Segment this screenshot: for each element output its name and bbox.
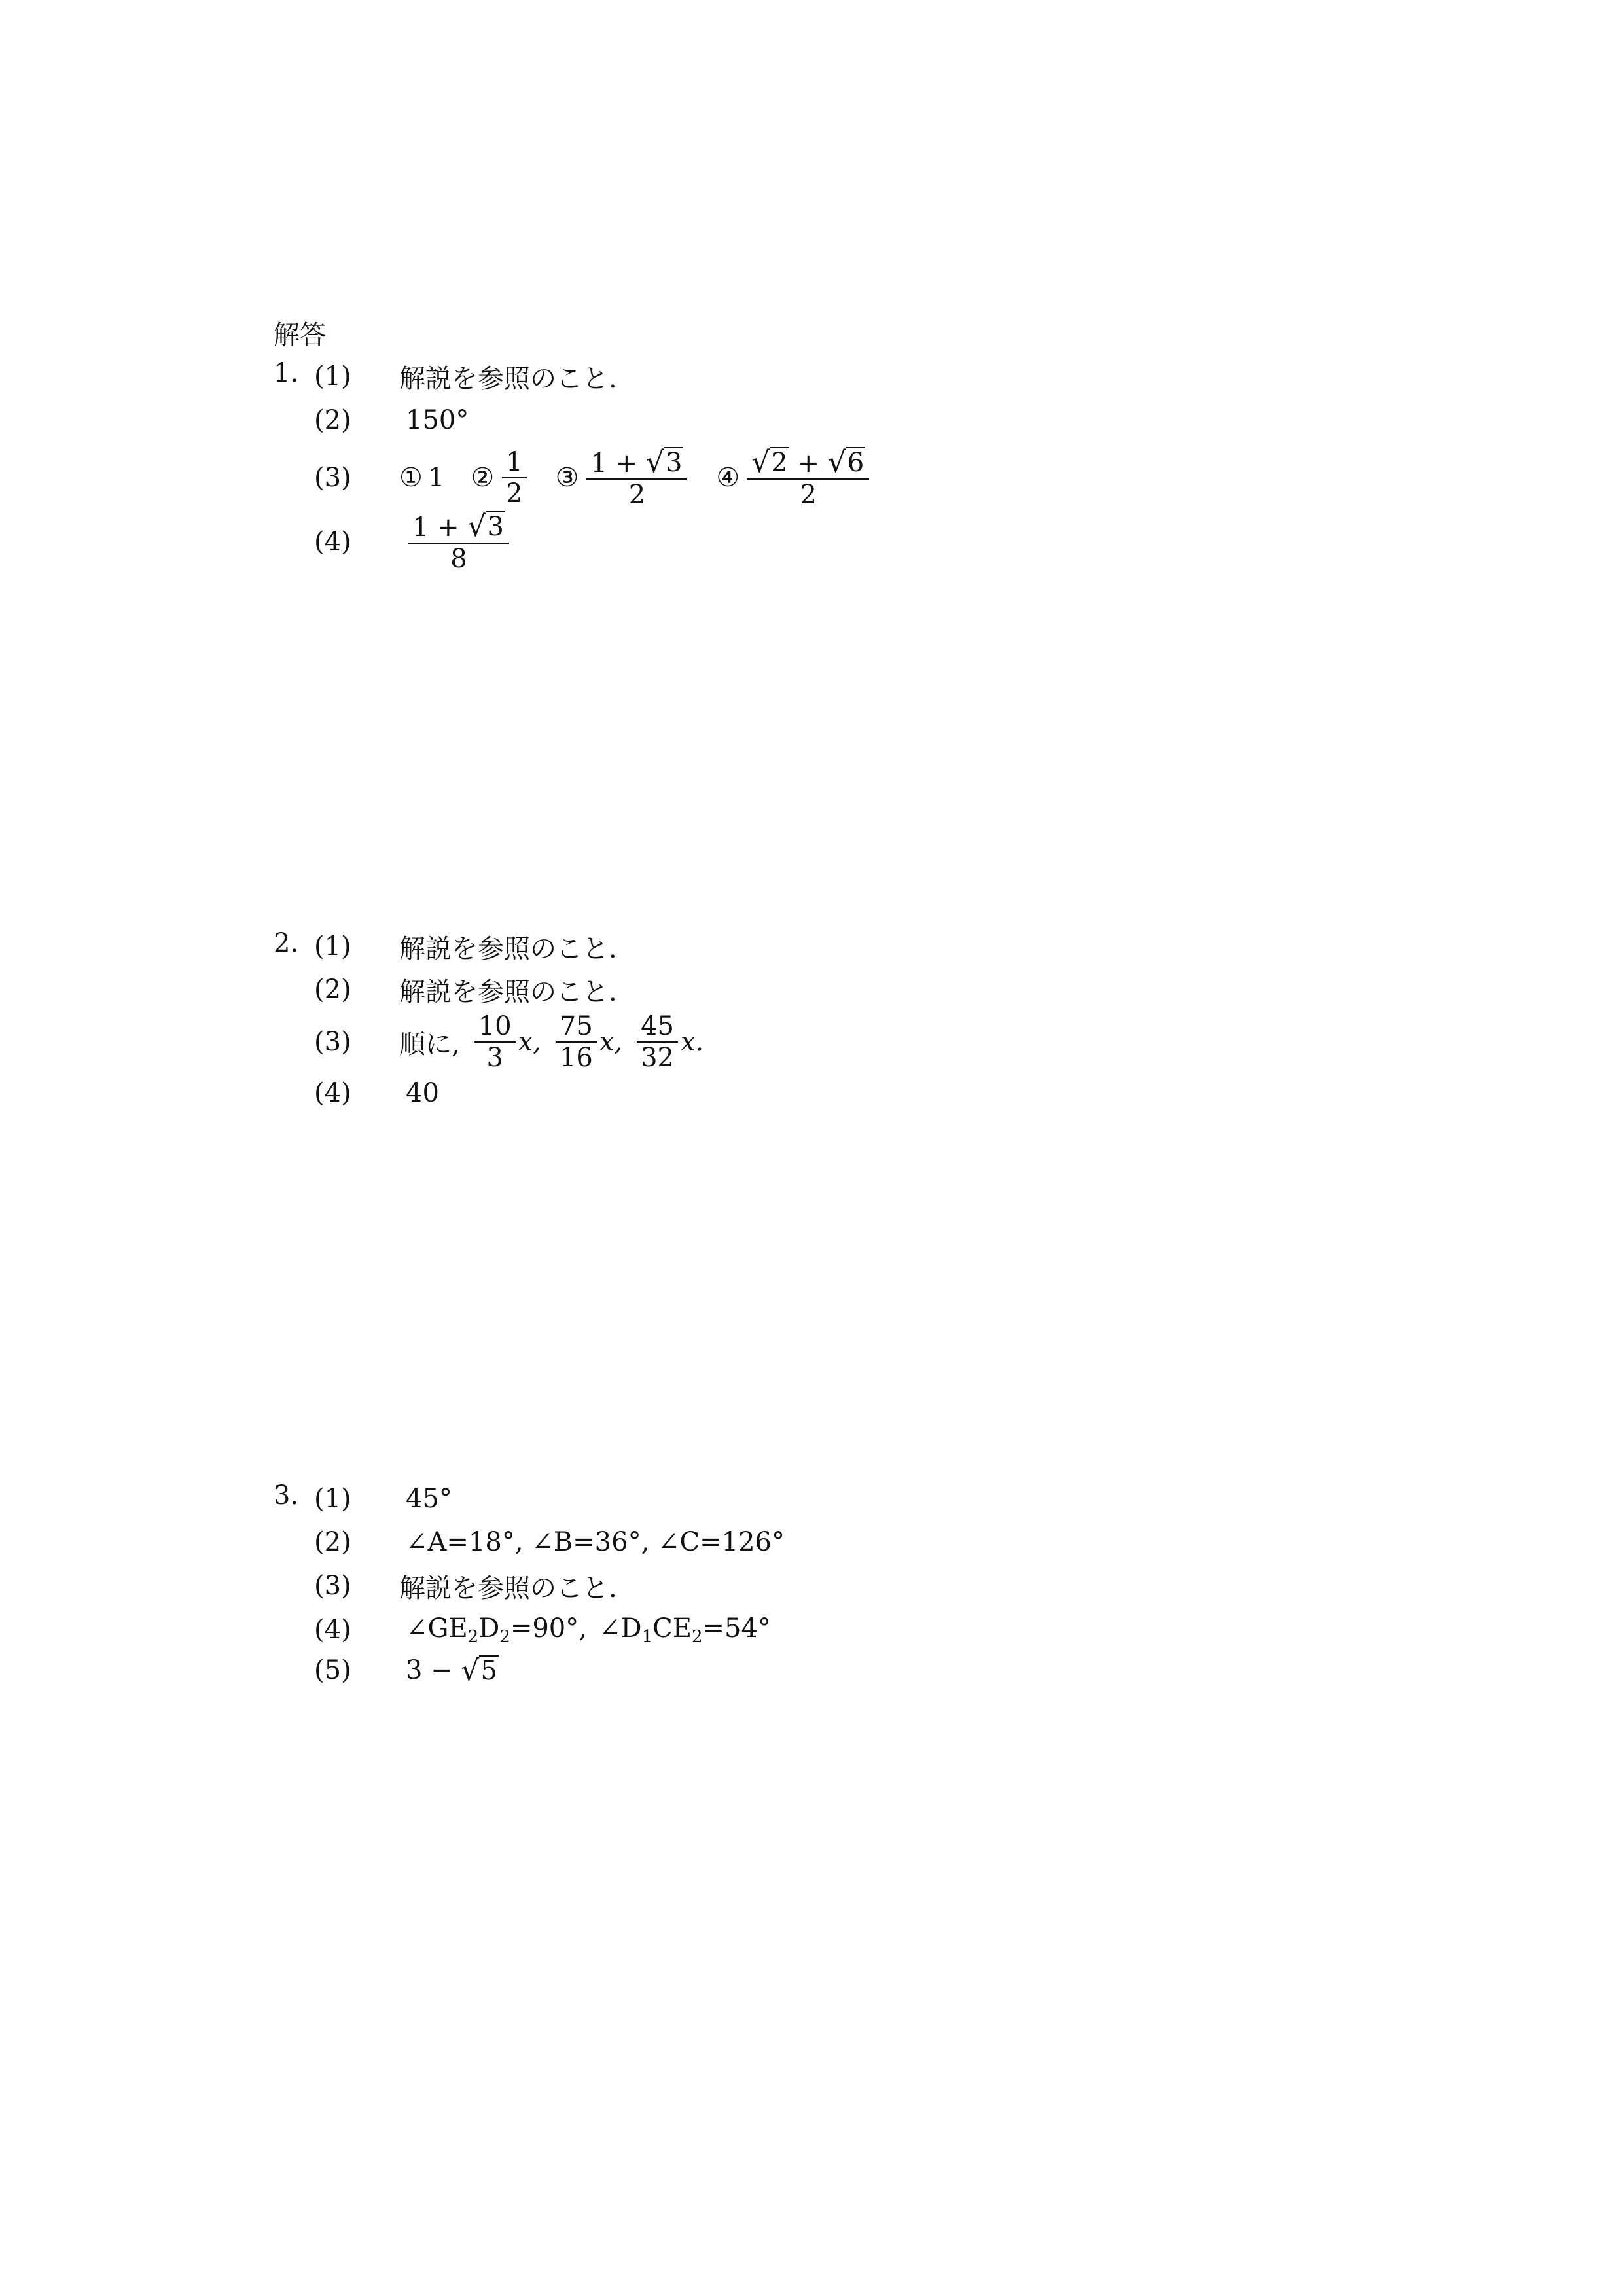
item-answer: 解説を参照のこと. bbox=[399, 933, 617, 964]
square-root bbox=[828, 447, 866, 477]
q1-item-2 bbox=[314, 401, 469, 440]
numerator: 45 bbox=[637, 1013, 678, 1043]
angle-text: D bbox=[478, 1613, 500, 1643]
item-answer: 解説を参照のこと. bbox=[399, 1573, 617, 1604]
numerator: 10 bbox=[474, 1013, 516, 1043]
circled-number-1: ① bbox=[399, 463, 423, 493]
answer-prefix: 順に, bbox=[399, 1029, 460, 1060]
subscript: 2 bbox=[691, 1626, 703, 1647]
q1-item-4 bbox=[314, 509, 512, 575]
square-root bbox=[646, 447, 684, 477]
denominator: 2 bbox=[800, 480, 817, 510]
item-answer: 150° bbox=[406, 405, 469, 435]
denominator: 2 bbox=[506, 478, 523, 509]
angle-text: ∠GE bbox=[406, 1613, 468, 1643]
numerator-prefix: 1 + bbox=[590, 448, 646, 478]
q3-item-3 bbox=[314, 1566, 617, 1605]
answer-part-3 bbox=[556, 447, 690, 509]
numerator-prefix: 1 + bbox=[412, 512, 468, 543]
numerator bbox=[408, 511, 509, 544]
item-label: (1) bbox=[314, 361, 351, 391]
circled-number-2: ② bbox=[471, 463, 495, 493]
numerator bbox=[586, 447, 687, 480]
item-label: (4) bbox=[314, 1078, 351, 1108]
item-label: (4) bbox=[314, 1615, 351, 1645]
item-label: (3) bbox=[314, 1027, 351, 1057]
radicand: 3 bbox=[665, 448, 683, 478]
answers-heading: 解答 bbox=[274, 320, 326, 350]
item-label: (2) bbox=[314, 405, 351, 435]
angle-text: =90°, bbox=[510, 1613, 587, 1643]
subscript: 1 bbox=[641, 1626, 653, 1647]
q2-item-4 bbox=[314, 1073, 439, 1113]
item-answer: ∠A=18°, ∠B=36°, ∠C=126° bbox=[406, 1527, 785, 1557]
variable: x, bbox=[518, 1027, 541, 1057]
angle-text: ∠D bbox=[598, 1613, 642, 1643]
item-label: (5) bbox=[314, 1655, 351, 1685]
answer-prefix: 3 − bbox=[406, 1655, 461, 1685]
q1-item-1 bbox=[314, 357, 617, 396]
fraction bbox=[556, 1013, 597, 1071]
subscript: 2 bbox=[499, 1626, 510, 1647]
answer-value: 1 bbox=[427, 463, 445, 493]
answer-part-1 bbox=[399, 463, 444, 493]
numerator: 75 bbox=[556, 1013, 597, 1043]
q2-item-2 bbox=[314, 970, 617, 1009]
item-label: (2) bbox=[314, 975, 351, 1005]
item-label: (1) bbox=[314, 931, 351, 961]
item-answer: 解説を参照のこと. bbox=[399, 977, 617, 1007]
radicand: 6 bbox=[847, 448, 865, 478]
q1-item-3 bbox=[314, 445, 872, 511]
q3-item-2 bbox=[314, 1522, 785, 1562]
radicand: 5 bbox=[480, 1656, 497, 1686]
answer-part-4 bbox=[716, 447, 872, 509]
denominator: 16 bbox=[559, 1043, 593, 1073]
denominator: 8 bbox=[450, 544, 467, 574]
fraction bbox=[474, 1013, 516, 1071]
numerator bbox=[747, 447, 869, 480]
denominator: 3 bbox=[486, 1043, 503, 1073]
q2-number: 2. bbox=[274, 928, 299, 958]
numerator: 1 bbox=[502, 448, 526, 478]
radical-sign: √ bbox=[461, 1654, 480, 1687]
radicand: 2 bbox=[771, 448, 788, 478]
radical-sign: √ bbox=[827, 446, 846, 479]
square-root bbox=[461, 1655, 499, 1685]
variable: x, bbox=[599, 1027, 623, 1057]
q1-number: 1. bbox=[274, 358, 299, 388]
q2-item-1 bbox=[314, 927, 617, 966]
item-answer: 40 bbox=[406, 1078, 439, 1108]
subscript: 2 bbox=[467, 1626, 479, 1647]
item-answer: 45° bbox=[406, 1484, 452, 1514]
item-label: (3) bbox=[314, 463, 351, 493]
radicand: 3 bbox=[487, 512, 504, 542]
item-label: (1) bbox=[314, 1484, 351, 1514]
radical-sign: √ bbox=[751, 446, 770, 479]
circled-number-4: ④ bbox=[716, 463, 740, 493]
angle-2 bbox=[599, 1613, 771, 1647]
square-root bbox=[467, 511, 505, 541]
square-root bbox=[751, 447, 789, 477]
angle-text: =54° bbox=[702, 1613, 771, 1643]
circled-number-3: ③ bbox=[555, 463, 579, 493]
fraction bbox=[586, 447, 687, 509]
q3-item-1 bbox=[314, 1479, 452, 1518]
radical-sign: √ bbox=[467, 510, 486, 543]
radical-sign: √ bbox=[645, 446, 664, 479]
item-label: (2) bbox=[314, 1527, 351, 1557]
fraction bbox=[502, 448, 526, 507]
q3-item-5 bbox=[314, 1651, 499, 1690]
angle-1 bbox=[406, 1613, 587, 1647]
item-label: (3) bbox=[314, 1571, 351, 1601]
denominator: 2 bbox=[628, 480, 646, 510]
fraction bbox=[408, 511, 509, 573]
item-answer: 解説を参照のこと. bbox=[399, 363, 617, 394]
denominator: 32 bbox=[641, 1043, 674, 1073]
fraction bbox=[747, 447, 869, 509]
answer-part-2 bbox=[471, 448, 529, 507]
q3-item-4 bbox=[314, 1610, 771, 1649]
fraction bbox=[637, 1013, 678, 1071]
q3-number: 3. bbox=[274, 1480, 299, 1511]
angle-text: CE bbox=[652, 1613, 692, 1643]
item-label: (4) bbox=[314, 527, 351, 557]
variable: x. bbox=[681, 1027, 704, 1057]
operator: + bbox=[789, 448, 828, 478]
q2-item-3 bbox=[314, 1009, 704, 1075]
